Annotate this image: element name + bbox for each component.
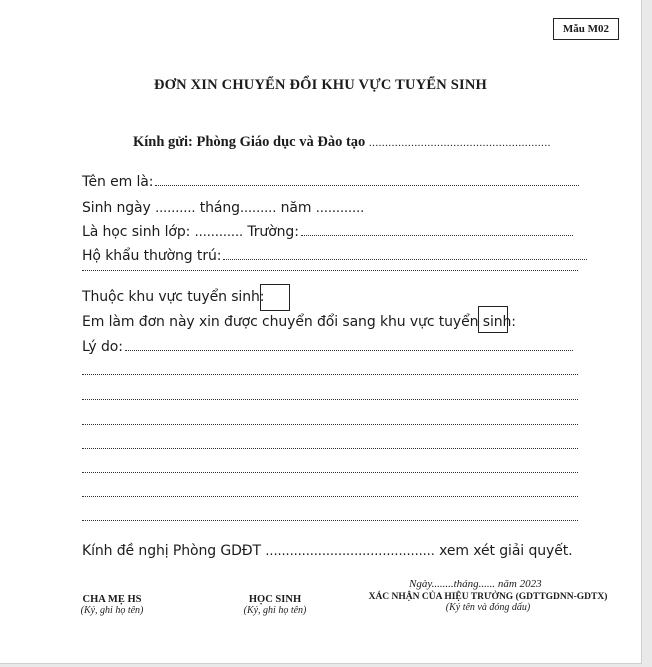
closing-line: [82, 543, 572, 559]
student-note: (Ký, ghi họ tên): [243, 605, 307, 616]
student-signature-block: [215, 594, 335, 616]
reason-row: [82, 339, 573, 355]
reason-line-6[interactable]: [82, 495, 578, 497]
closing-prefix: Kính đề nghị Phòng GDĐT: [82, 543, 262, 559]
name-field-row: [82, 174, 579, 190]
recipient-label: Kính gửi: Phòng Giáo dục và Đào tạo: [133, 134, 366, 150]
reason-line-3[interactable]: [82, 423, 578, 425]
birth-day-dots[interactable]: ..........: [155, 201, 196, 216]
current-area-label: Thuộc khu vực tuyển sinh:: [82, 289, 265, 305]
parent-note: (Ký, ghi họ tên): [80, 605, 144, 616]
parent-role: CHA MẸ HS: [82, 594, 142, 605]
reason-line-2[interactable]: [82, 398, 578, 400]
form-title: ĐƠN XIN CHUYỂN ĐỔI KHU VỰC TUYỂN SINH: [153, 77, 487, 93]
name-label: Tên em là:: [82, 174, 154, 190]
principal-role: XÁC NHẬN CỦA HIỆU TRƯỞNG (GDTTGDNN-GDTX): [368, 592, 608, 602]
birth-day-label: Sinh ngày: [82, 200, 151, 216]
date-line: Ngày........tháng...... năm 2023: [409, 578, 542, 590]
parent-signature-block: [52, 594, 172, 616]
request-area-checkbox[interactable]: [478, 306, 508, 333]
principal-signature-block: [356, 592, 620, 613]
student-role: HỌC SINH: [248, 594, 302, 605]
reason-line-5[interactable]: [82, 471, 578, 473]
birth-year-dots[interactable]: ............: [315, 201, 365, 216]
residence-dotted-line[interactable]: [223, 258, 587, 260]
reason-line-4[interactable]: [82, 447, 578, 449]
residence-row: [82, 248, 587, 264]
closing-suffix: xem xét giải quyết.: [439, 543, 573, 559]
reason-line-1[interactable]: [82, 373, 578, 375]
residence-continuation-line[interactable]: [82, 269, 578, 271]
recipient-dots: ........................................................: [368, 137, 551, 149]
school-dotted-line[interactable]: [301, 234, 573, 236]
current-area-checkbox[interactable]: [260, 284, 290, 311]
class-dots[interactable]: ............: [194, 225, 244, 240]
name-dotted-line[interactable]: [155, 184, 579, 186]
school-label: Trường:: [247, 224, 299, 240]
reason-label: Lý do:: [82, 339, 123, 355]
birth-date-row: [82, 200, 364, 216]
residence-label: Hộ khẩu thường trú:: [82, 248, 222, 264]
reason-line-7[interactable]: [82, 519, 578, 521]
principal-note: (Ký tên và đóng dấu): [445, 602, 531, 613]
class-school-row: [82, 224, 573, 240]
reason-dotted-line[interactable]: [125, 349, 573, 351]
recipient-line: [133, 134, 551, 151]
birth-month-label: tháng: [199, 200, 240, 216]
birth-month-dots[interactable]: .........: [239, 201, 277, 216]
class-label: Là học sinh lớp:: [82, 224, 191, 240]
form-code-badge: Mẫu M02: [553, 18, 619, 40]
closing-dots[interactable]: ..........................................: [265, 544, 435, 559]
birth-year-label: năm: [280, 200, 312, 216]
request-area-label: Em làm đơn này xin được chuyển đổi sang khu vực tuyển sinh:: [82, 314, 516, 330]
